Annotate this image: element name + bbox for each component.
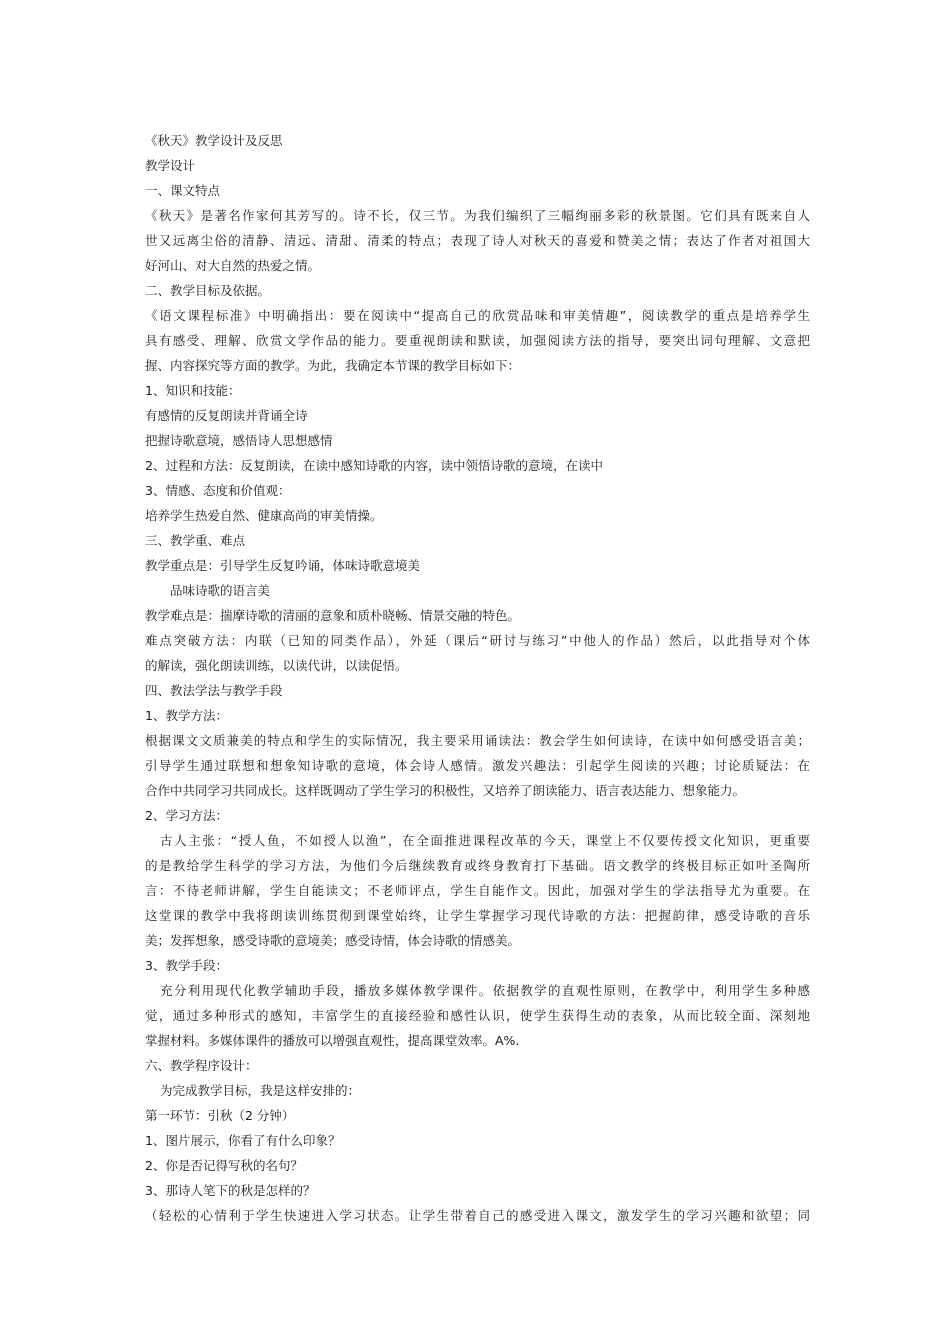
paragraph-line: 的是教给学生科学的学习方法，为他们今后继续教育或终身教育打下基础。语文教学的终极目标正如叶圣陶所 xyxy=(145,858,810,873)
step-item: 3、那诗人笔下的秋是怎样的？ xyxy=(145,1183,316,1198)
paragraph-line: 这堂课的教学中我将朗读训练贯彻到课堂始终，让学生掌握学习现代诗歌的方法：把握韵律，感受诗歌的音乐 xyxy=(145,908,810,923)
step-item: 2、你是否记得写秋的名句？ xyxy=(145,1158,303,1173)
step-heading: 第一环节：引秋（2 分钟） xyxy=(145,1108,295,1123)
paragraph-line: 引导学生通过联想和想象知诗歌的意境，体会诗人感情。激发兴趣法：引起学生阅读的兴趣；讨论质疑法：在 xyxy=(145,758,810,773)
method-heading-teaching: 1、教学方法： xyxy=(145,708,228,723)
paragraph-line: 掌握材料。多媒体课件的播放可以增强直观性，提高课堂效率。A%. xyxy=(145,1033,520,1048)
goal-heading-attitude: 3、情感、态度和价值观： xyxy=(145,483,291,498)
paragraph-line: 具有感受、理解、欣赏文学作品的能力。要重视朗读和默读，加强阅读方法的指导，要突出词句理解、文意把 xyxy=(145,333,810,348)
section-heading-design: 教学设计 xyxy=(145,158,196,173)
difficulty: 教学难点是：揣摩诗歌的清丽的意象和质朴晓畅、情景交融的特色。 xyxy=(145,608,521,623)
method-heading-learning: 2、学习方法： xyxy=(145,808,228,823)
paragraph-line: 合作中共同学习共同成长。这样既调动了学生学习的积极性，又培养了朗读能力、语言表达能力、想象能力。 xyxy=(145,783,746,798)
document-title: 《秋天》教学设计及反思 xyxy=(145,133,283,148)
paragraph-line: 美；发挥想象，感受诗歌的意境美；感受诗情，体会诗歌的情感美。 xyxy=(145,933,521,948)
paragraph-line: 的解读，强化朗读训练，以读代讲，以读促悟。 xyxy=(145,658,408,673)
goal-item: 把握诗歌意境，感悟诗人思想感情 xyxy=(145,433,333,448)
section-heading-features: 一、课文特点 xyxy=(145,183,221,198)
goal-heading-knowledge: 1、知识和技能： xyxy=(145,383,241,398)
section-heading-procedure: 六、教学程序设计： xyxy=(145,1058,258,1073)
paragraph-line: 《秋天》是著名作家何其芳写的。诗不长，仅三节。为我们编织了三幅绚丽多彩的秋景图。它们具有既来自人 xyxy=(145,208,810,223)
paragraph-line: 难点突破方法：内联（已知的同类作品），外延（课后“研讨与练习”中他人的作品）然后，以此指导对个体 xyxy=(145,633,810,648)
paragraph-line: 世又远离尘俗的清静、清远、清甜、清柔的特点；表现了诗人对秋天的喜爱和赞美之情；表达了作者对祖国大 xyxy=(145,233,810,248)
paragraph-line: 觉，通过多种形式的感知，丰富学生的直接经验和感性认识，使学生获得生动的表象，从而比较全面、深刻地 xyxy=(145,1008,810,1023)
key-point: 教学重点是：引导学生反复吟诵，体味诗歌意境美 xyxy=(145,558,421,573)
procedure-intro: 为完成教学目标，我是这样安排的： xyxy=(160,1083,361,1098)
paragraph-line: 古人主张：“授人鱼，不如授人以渔”，在全面推进课程改革的今天，课堂上不仅要传授文化知识，更重要 xyxy=(160,833,810,848)
step-note: （轻松的心情利于学生快速进入学习状态。让学生带着自己的感受进入课文，激发学生的学习兴趣和欲望；同 xyxy=(145,1208,810,1223)
key-point-2: 品味诗歌的语言美 xyxy=(170,583,271,598)
paragraph-line: 充分利用现代化教学辅助手段，播放多媒体教学课件。依据教学的直观性原则，在教学中，利用学生多种感 xyxy=(160,983,810,998)
section-heading-goals: 二、教学目标及依据。 xyxy=(145,283,271,298)
paragraph-line: 好河山、对大自然的热爱之情。 xyxy=(145,258,321,273)
paragraph-line: 言：不待老师讲解，学生自能读文；不老师评点，学生自能作文。因此，加强对学生的学法指导尤为重要。在 xyxy=(145,883,810,898)
step-item: 1、图片展示，你看了有什么印象？ xyxy=(145,1133,341,1148)
goal-item: 有感情的反复朗读并背诵全诗 xyxy=(145,408,308,423)
paragraph-line: 握、内容探究等方面的教学。为此，我确定本节课的教学目标如下： xyxy=(145,358,521,373)
method-heading-means: 3、教学手段： xyxy=(145,958,228,973)
paragraph-line: 根据课文文质兼美的特点和学生的实际情况，我主要采用诵读法：教会学生如何读诗，在读中如何感受语言美； xyxy=(145,733,810,748)
goal-process: 2、过程和方法：反复朗读，在读中感知诗歌的内容，读中领悟诗歌的意境，在读中 xyxy=(145,458,603,473)
section-heading-methods: 四、教法学法与教学手段 xyxy=(145,683,283,698)
goal-item: 培养学生热爱自然、健康高尚的审美情操。 xyxy=(145,508,383,523)
section-heading-key-points: 三、教学重、难点 xyxy=(145,533,246,548)
paragraph-line: 《语文课程标准》中明确指出：要在阅读中“提高自己的欣赏品味和审美情趣”，阅读教学的重点是培养学生 xyxy=(145,308,810,323)
document-page xyxy=(145,128,810,1228)
